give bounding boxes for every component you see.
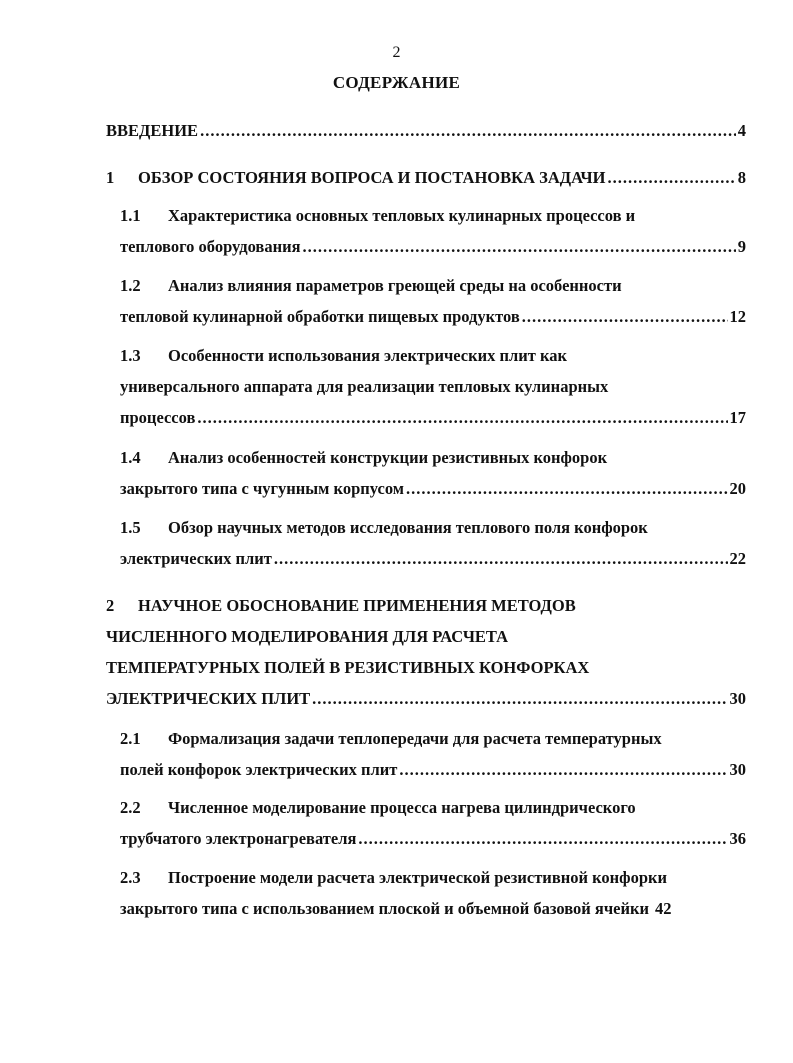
toc-page-number: 22: [729, 549, 746, 568]
toc-page-number: 30: [729, 760, 746, 779]
toc-entry-number: 1.4: [120, 448, 141, 467]
page-number: 2: [392, 44, 401, 61]
page-title: СОДЕРЖАНИЕ: [332, 73, 461, 92]
toc-entry-2-1-line-2[interactable]: [120, 758, 746, 782]
toc-page-number: 9: [737, 237, 746, 256]
toc-entry-title: Особенности использования электрических плит как: [168, 346, 568, 365]
toc-entry-number: 1: [106, 168, 115, 187]
dot-leader: [522, 305, 728, 329]
toc-entry-1-4-line-2[interactable]: [120, 477, 746, 501]
toc-entry-chapter-2-line-4[interactable]: [106, 687, 746, 711]
toc-entry-1-5-line-1[interactable]: [120, 516, 648, 540]
toc-entry-title-continued: полей конфорок электрических плит: [120, 760, 398, 779]
toc-page-number: 8: [737, 168, 746, 187]
toc-entry-title-continued: универсального аппарата для реализации тепловых кулинарных: [120, 377, 609, 396]
toc-entry-chapter-1[interactable]: [106, 166, 746, 190]
toc-entry-title-continued: ЭЛЕКТРИЧЕСКИХ ПЛИТ: [106, 689, 311, 708]
toc-entry-2-2-line-2[interactable]: [120, 827, 746, 851]
toc-entry-number: 2.1: [120, 729, 141, 748]
toc-entry-1-3-line-2[interactable]: [120, 375, 608, 399]
toc-entry-title-continued: процессов: [120, 408, 196, 427]
dot-leader: [274, 547, 728, 571]
toc-entry-title-continued: ТЕМПЕРАТУРНЫХ ПОЛЕЙ В РЕЗИСТИВНЫХ КОНФОРКАХ: [106, 658, 590, 677]
toc-entry-title: Формализация задачи теплопередачи для расчета температурных: [168, 729, 662, 748]
toc-entry-2-3-line-1[interactable]: [120, 866, 667, 890]
toc-entry-title: Построение модели расчета электрической резистивной конфорки: [168, 868, 668, 887]
toc-entry-title-continued: тепловой кулинарной обработки пищевых продуктов: [120, 307, 520, 326]
toc-entry-title-continued: закрытого типа с чугунным корпусом: [120, 479, 405, 498]
dot-leader: [303, 235, 736, 259]
toc-entry-2-2-line-1[interactable]: [120, 796, 636, 820]
dot-leader: [399, 758, 727, 782]
toc-entry-1-2-line-1[interactable]: [120, 274, 622, 298]
toc-entry-title: Анализ влияния параметров греющей среды на особенности: [168, 276, 622, 295]
toc-entry-title-continued: теплового оборудования: [120, 237, 301, 256]
toc-entry-title: Анализ особенностей конструкции резистивных конфорок: [168, 448, 608, 467]
toc-entry-title-continued: закрытого типа с использованием плоской и объемной базовой ячейки: [120, 899, 649, 918]
toc-entry-intro[interactable]: [106, 119, 746, 143]
toc-entry-title: Численное моделирование процесса нагрева цилиндрического: [168, 798, 636, 817]
toc-entry-number: 1.5: [120, 518, 141, 537]
toc-page-number: 20: [729, 479, 746, 498]
toc-entry-2-3-line-2[interactable]: [120, 897, 746, 921]
toc-entry-chapter-2-line-2[interactable]: [106, 625, 508, 649]
toc-page-number: 36: [729, 829, 746, 848]
toc-entry-title-continued: электрических плит: [120, 549, 272, 568]
toc-entry-number: 2.3: [120, 868, 141, 887]
toc-entry-number: 2.2: [120, 798, 141, 817]
toc-entry-2-1-line-1[interactable]: [120, 727, 662, 751]
toc-page-number: 42: [655, 899, 672, 918]
toc-page-number: 30: [729, 689, 746, 708]
toc-entry-title: Обзор научных методов исследования теплового поля конфорок: [168, 518, 648, 537]
toc-entry-title: Характеристика основных тепловых кулинарных процессов и: [168, 206, 636, 225]
toc-entry-number: 1.3: [120, 346, 141, 365]
toc-page-number: 17: [729, 408, 746, 427]
toc-entry-1-5-line-2[interactable]: [120, 547, 746, 571]
toc-entry-number: 1.1: [120, 206, 141, 225]
toc-entry-number: 1.2: [120, 276, 141, 295]
toc-page-number: 4: [737, 121, 746, 140]
toc-entry-1-4-line-1[interactable]: [120, 446, 607, 470]
toc-entry-title-continued: ЧИСЛЕННОГО МОДЕЛИРОВАНИЯ ДЛЯ РАСЧЕТА: [106, 627, 509, 646]
toc-entry-number: 2: [106, 596, 115, 615]
toc-entry-1-1-line-1[interactable]: [120, 204, 635, 228]
dot-leader: [197, 406, 727, 430]
dot-leader: [406, 477, 727, 501]
toc-entry-1-1-line-2[interactable]: [120, 235, 746, 259]
toc-entry-1-3-line-1[interactable]: [120, 344, 567, 368]
toc-entry-chapter-2-line-1[interactable]: [106, 594, 576, 618]
toc-entry-title-continued: трубчатого электронагревателя: [120, 829, 357, 848]
toc-entry-chapter-2-line-3[interactable]: [106, 656, 589, 680]
toc-entry-title: НАУЧНОЕ ОБОСНОВАНИЕ ПРИМЕНЕНИЯ МЕТОДОВ: [138, 596, 576, 615]
toc-entry-title: ВВЕДЕНИЕ: [106, 121, 199, 140]
dot-leader: [607, 166, 735, 190]
dot-leader: [312, 687, 727, 711]
toc-entry-1-2-line-2[interactable]: [120, 305, 746, 329]
toc-entry-title: ОБЗОР СОСТОЯНИЯ ВОПРОСА И ПОСТАНОВКА ЗАДАЧИ: [138, 168, 606, 187]
dot-leader: [200, 119, 736, 143]
toc-page-number: 12: [729, 307, 746, 326]
toc-entry-1-3-line-3[interactable]: [120, 406, 746, 430]
dot-leader: [358, 827, 727, 851]
